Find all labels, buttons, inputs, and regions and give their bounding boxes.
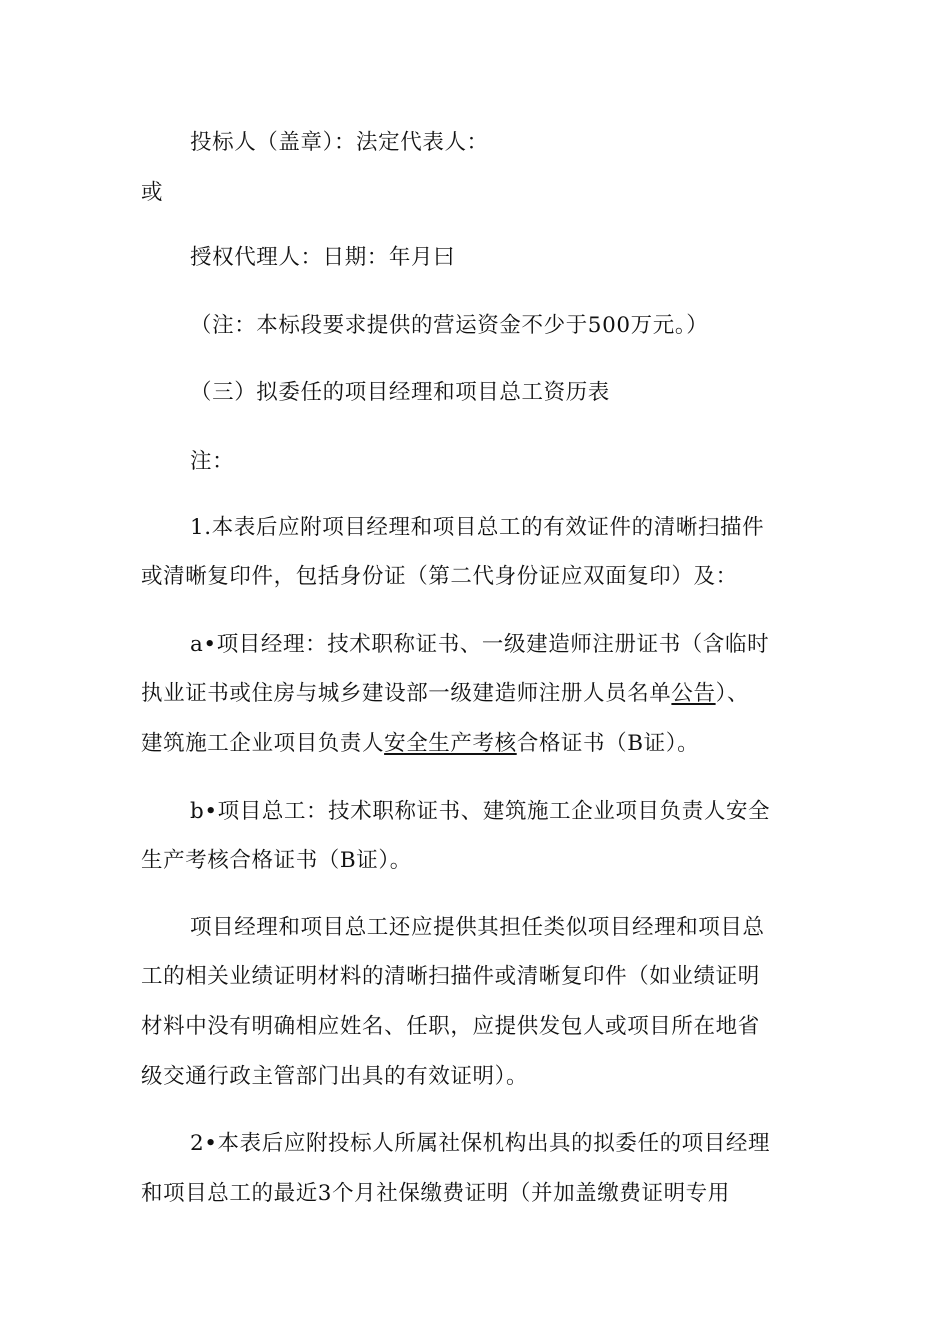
item-a-line3 (141, 729, 699, 759)
safety-assessment-link[interactable]: 安全生产考核 (384, 731, 517, 756)
item-a-line2-text: 执业证书或住房与城乡建设部一级建造师注册人员名单 (141, 681, 672, 706)
performance-line4: 级交通行政主管部门出具的有效证明）。 (141, 1064, 529, 1089)
item-b-line2: 生产考核合格证书（B证）。 (141, 848, 412, 873)
or-text: 或 (141, 180, 164, 205)
item1-line1: 1.本表后应附项目经理和项目总工的有效证件的清晰扫描件 (190, 515, 765, 540)
item2-line1: 2•本表后应附投标人所属社保机构出具的拟委任的项目经理 (190, 1131, 771, 1156)
agent-date-line: 授权代理人：日期：年月曰 (190, 245, 456, 270)
notes-label: 注： (190, 449, 235, 474)
item-a-line3-text: 建筑施工企业项目负责人 (141, 731, 385, 756)
performance-line2: 工的相关业绩证明材料的清晰扫描件或清晰复印件（如业绩证明 (141, 964, 760, 989)
announcement-link[interactable]: 公告 (671, 681, 716, 706)
item-b-line1: b•项目总工：技术职称证书、建筑施工企业项目负责人安全 (190, 799, 771, 824)
item-a-line2 (141, 679, 749, 709)
performance-line1: 项目经理和项目总工还应提供其担任类似项目经理和项目总 (190, 915, 765, 940)
item-a-line2-tail: ）、 (715, 681, 750, 706)
section-title: （三）拟委任的项目经理和项目总工资历表 (190, 380, 610, 405)
performance-line3: 材料中没有明确相应姓名、任职，应提供发包人或项目所在地省 (141, 1014, 760, 1039)
item2-line2: 和项目总工的最近3个月社保缴费证明（并加盖缴费证明专用 (141, 1181, 730, 1206)
item-a-line3-tail: 合格证书（B证）。 (516, 731, 700, 756)
note-capital: （注：本标段要求提供的营运资金不少于500万元。） (190, 313, 709, 338)
item-a-line1: a•项目经理：技术职称证书、一级建造师注册证书（含临时 (190, 632, 770, 657)
signature-line: 投标人（盖章）：法定代表人： (190, 130, 489, 155)
item1-line2: 或清晰复印件，包括身份证（第二代身份证应双面复印）及： (141, 564, 738, 589)
